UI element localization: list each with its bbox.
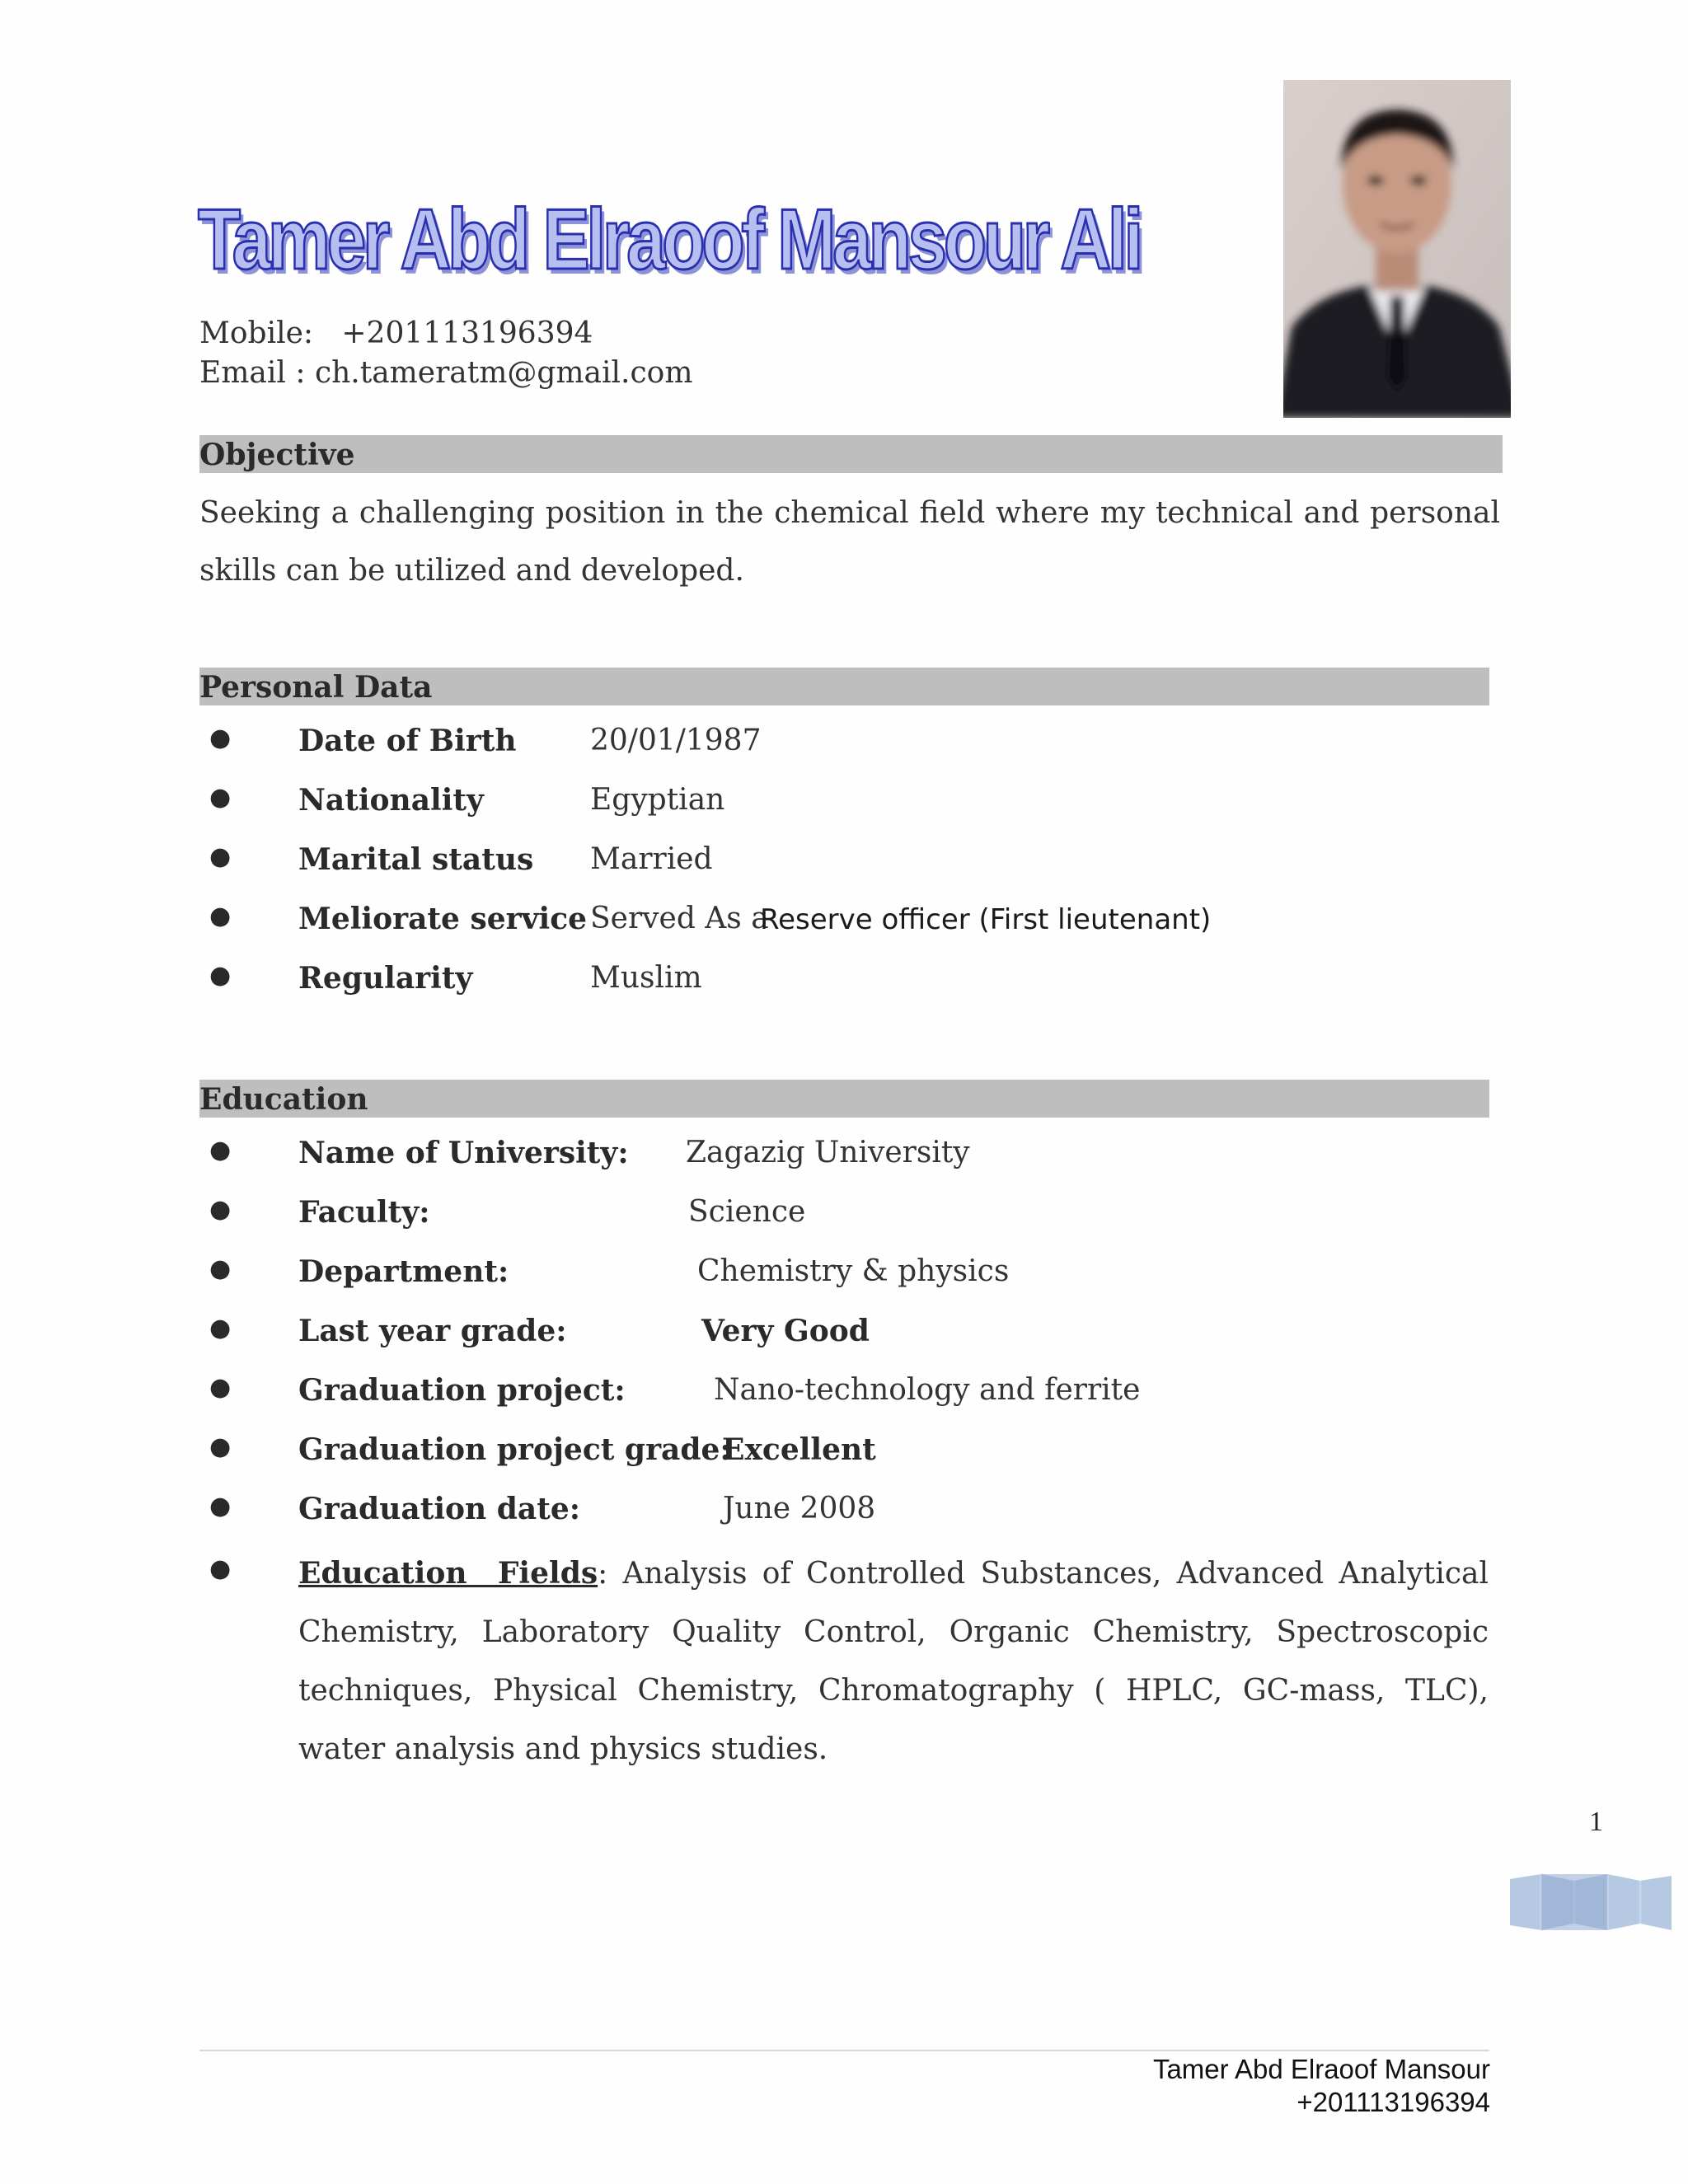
item-label: Meliorate service bbox=[298, 902, 588, 936]
education-fields: Education Fields: Analysis of Controlled Substances, Advanced Analytical Chemistry, Laboratory Quality Control, Organic Chemistry, Spectroscopic techniques, Physical Chemistry, Chromatography ( HPLC, GC-mass, TLC), water analysis and physics studies. bbox=[298, 1556, 1489, 1766]
item-label: Last year grade: bbox=[298, 1314, 567, 1348]
bullet-icon: ● bbox=[209, 961, 232, 990]
bullet-icon: ● bbox=[209, 902, 232, 930]
bullet-icon: ● bbox=[209, 724, 232, 752]
bullet-icon: ● bbox=[209, 1195, 232, 1224]
footer-divider bbox=[199, 2050, 1489, 2051]
item-label: Date of Birth bbox=[298, 724, 517, 758]
portrait-image bbox=[1283, 80, 1511, 418]
item-label: Graduation project: bbox=[298, 1373, 626, 1408]
education-heading: Education bbox=[199, 1080, 1489, 1118]
footer-phone: +201113196394 bbox=[1296, 2087, 1490, 2117]
email-address: ch.tameratm@gmail.com bbox=[314, 356, 693, 390]
item-label: Regularity bbox=[298, 961, 473, 996]
item-value: Egyptian bbox=[590, 783, 725, 817]
item-value: Science bbox=[688, 1195, 806, 1229]
item-value: 20/01/1987 bbox=[590, 724, 762, 757]
item-value: Chemistry & physics bbox=[697, 1254, 1010, 1288]
item-value: Zagazig University bbox=[686, 1136, 970, 1169]
profile-photo bbox=[1283, 80, 1511, 418]
bullet-icon: ● bbox=[209, 1136, 232, 1165]
bullet-icon: ● bbox=[209, 783, 232, 812]
item-label: Department: bbox=[298, 1254, 509, 1289]
item-label: Graduation date: bbox=[298, 1492, 581, 1526]
footer-name: Tamer Abd Elraoof Mansour bbox=[1152, 2054, 1490, 2084]
bullet-icon: ● bbox=[209, 1492, 232, 1521]
item-value-prefix: Served As a bbox=[590, 902, 769, 935]
item-value: Excellent bbox=[722, 1432, 876, 1467]
bullet-icon: ● bbox=[209, 1373, 232, 1402]
bullet-icon: ● bbox=[209, 1554, 232, 1583]
objective-heading: Objective bbox=[199, 435, 1503, 473]
education-fields-label: Education Fields bbox=[298, 1556, 598, 1591]
objective-text: Seeking a challenging position in the chemical field where my technical and personal skills can be utilized and developed. bbox=[199, 496, 1500, 588]
page-ribbon-decoration bbox=[1508, 1872, 1673, 1938]
item-label: Nationality bbox=[298, 783, 484, 818]
email-label: Email : bbox=[199, 356, 306, 390]
mobile-number: +201113196394 bbox=[341, 316, 593, 350]
item-label: Faculty: bbox=[298, 1195, 430, 1230]
education-fields-text: Analysis of Controlled Substances, Advanced Analytical Chemistry, Laboratory Quality Control, Organic Chemistry, Spectroscopic techniques, Physical Chemistry, Chromatography ( HPLC, GC-mass, TLC), water analysis and physics studies. bbox=[298, 1557, 1489, 1766]
bullet-icon: ● bbox=[209, 1254, 232, 1283]
item-value: Nano-technology and ferrite bbox=[714, 1373, 1141, 1407]
email-line bbox=[199, 356, 692, 390]
bullet-icon: ● bbox=[209, 842, 232, 871]
mobile-label: Mobile: bbox=[199, 316, 314, 350]
item-value: June 2008 bbox=[723, 1492, 876, 1526]
bullet-icon: ● bbox=[209, 1432, 232, 1461]
mobile-line bbox=[199, 316, 593, 350]
personal-data-heading: Personal Data bbox=[199, 668, 1489, 705]
item-value: Reserve officer (First lieutenant) bbox=[760, 903, 1212, 936]
page-number: 1 bbox=[1589, 1807, 1603, 1837]
item-value: Married bbox=[590, 842, 713, 876]
item-label: Name of University: bbox=[298, 1136, 629, 1170]
item-value: Very Good bbox=[701, 1314, 870, 1348]
item-label: Marital status bbox=[298, 842, 534, 877]
item-label: Graduation project grade: bbox=[298, 1432, 731, 1467]
bullet-icon: ● bbox=[209, 1314, 232, 1343]
item-value: Muslim bbox=[590, 961, 702, 995]
candidate-name: Tamer Abd Elraoof Mansour Ali bbox=[198, 192, 1141, 288]
